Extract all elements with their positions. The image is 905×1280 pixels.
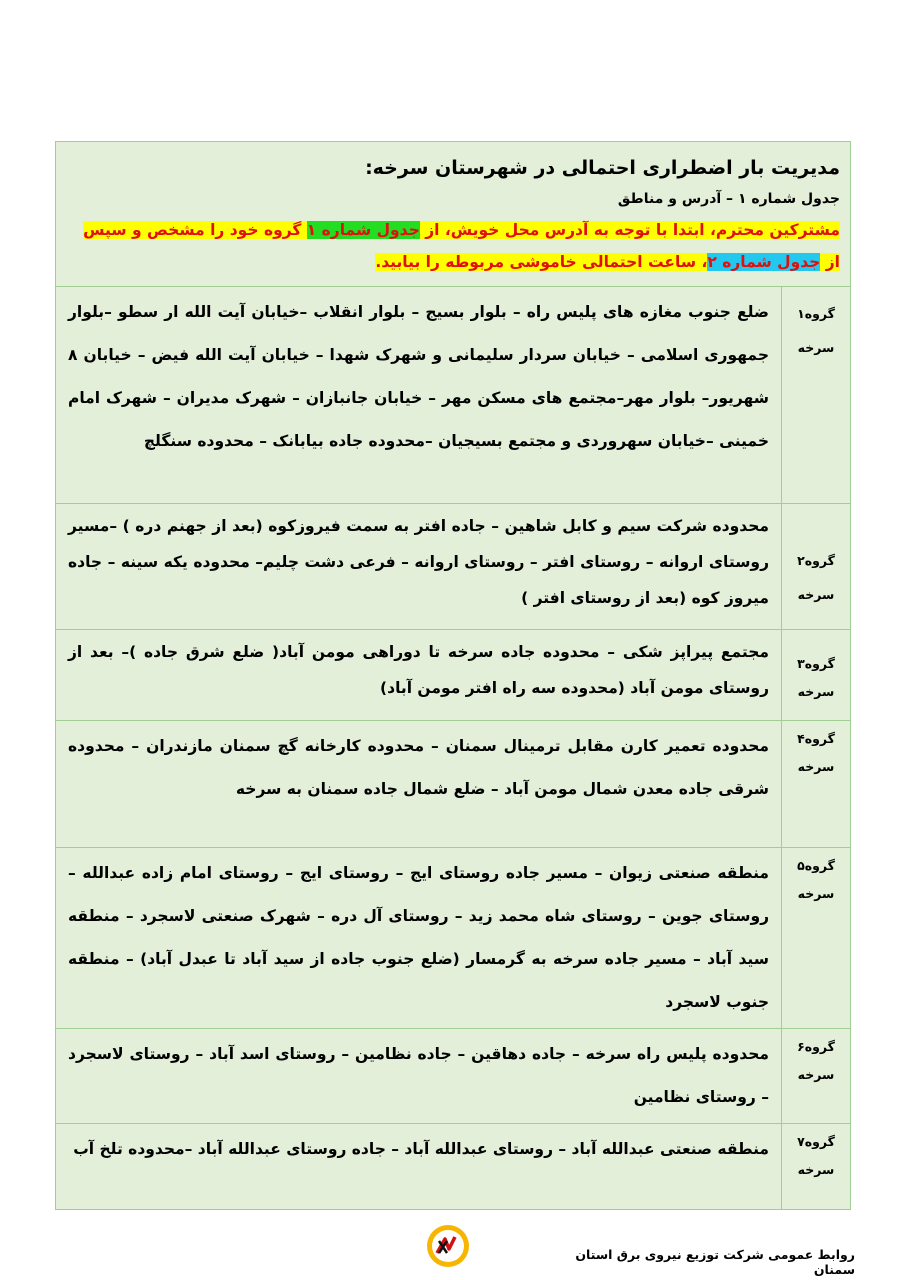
table-row (56, 287, 850, 503)
company-logo-icon (425, 1223, 471, 1269)
notice-text-1: مشترکین محترم، ابتدا با توجه به آدرس محل خویش، از (419, 221, 840, 239)
notice-text-3: ، ساعت احتمالی خاموشی مربوطه را بیابید. (375, 253, 708, 271)
group-label: گروه۶ (797, 1038, 835, 1054)
table-subtitle: جدول شماره ۱ – آدرس و مناطق (617, 191, 840, 207)
table-row (56, 1028, 850, 1123)
address-cell: محدوده شرکت سیم و کابل شاهین – جاده افتر به سمت فیروزکوه (بعد از جهنم دره ) –مسیر روستای اروانه – روستای افتر – روستای اروانه – فرعی دشت چلیم– محدوده یکه سینه – جاده میروز کوه (بعد از روستای افتر ) (56, 503, 782, 629)
group-label: گروه۴ (797, 730, 835, 746)
address-cell: مجتمع پیراپز شکی – محدوده جاده سرخه تا دوراهی مومن آباد( ضلع شرق جاده )– بعد از روستای مومن آباد (محدوده سه راه افتر مومن آباد) (56, 629, 782, 720)
group-cell (782, 1028, 851, 1123)
group-cell (782, 1123, 851, 1209)
group-label: گروه۷ (797, 1133, 835, 1149)
table-row (56, 1123, 850, 1209)
group-label: گروه۱ (797, 306, 835, 321)
group-cell (782, 287, 851, 503)
page-title: مدیریت بار اضطراری احتمالی در شهرستان سرخه: (365, 157, 840, 179)
table-row (56, 720, 850, 847)
group-cell (782, 503, 851, 629)
group-city: سرخه (797, 1161, 835, 1177)
document-table (55, 141, 851, 1210)
table-row (56, 503, 850, 629)
table-row (56, 847, 850, 1028)
address-cell: منطقه صنعتی زیوان – مسیر جاده روستای ایج – روستای ایج – روستای امام زاده عبدالله – روستای جوین – روستای شاه محمد زید – روستای آل دره – شهرک صنعتی لاسجرد – منطقه سید آباد – مسیر جاده سرخه به گرمسار (ضلع جنوب جاده از سید آباد تا عبدل آباد) – منطقه جنوب لاسجرد (56, 847, 782, 1028)
notice-table2-highlight: جدول شماره ۲ (707, 253, 821, 271)
address-cell: محدوده تعمیر کارن مقابل ترمینال سمنان – محدوده کارخانه گچ سمنان مازندران – محدوده شرقی جاده معدن شمال مومن آباد – ضلع شمال جاده سمنان به سرخه (56, 720, 782, 847)
group-cell (782, 629, 851, 720)
group-label: گروه۲ (797, 552, 835, 568)
footer-text: روابط عمومی شرکت توزیع نیروی برق استان سمنان (575, 1247, 855, 1277)
group-city: سرخه (797, 586, 835, 602)
address-cell: ضلع جنوب مغازه های پلیس راه – بلوار بسیج – بلوار انقلاب –خیابان آیت الله ار سطو –بلوار جمهوری اسلامی – خیابان سردار سلیمانی و شهرک شهدا – خیابان آیت الله فیض – خیابان ۸ شهریور– بلوار مهر–مجتمع های مسکن مهر – خیابان جانبازان – شهرک مدیران – شهرک امام خمینی –خیابان سهروردی و مجتمع بسیجیان –محدوده جاده بیابانک – محدوده سنگلچ (68, 303, 769, 450)
group-label: گروه۵ (797, 857, 835, 873)
group-label: گروه۳ (797, 655, 835, 671)
address-cell: محدوده پلیس راه سرخه – جاده دهاقین – جاده نظامین – روستای اسد آباد – روستای لاسجرد – روستای نظامین (56, 1028, 782, 1123)
group-cell (782, 720, 851, 847)
group-city: سرخه (797, 683, 835, 699)
address-cell: منطقه صنعتی عبدالله آباد – روستای عبدالله آباد – جاده روستای عبدالله آباد –محدوده تلخ آب (56, 1123, 782, 1209)
group-city: سرخه (797, 758, 835, 774)
group-city: سرخه (797, 340, 835, 355)
table-header (56, 142, 850, 287)
group-city: سرخه (797, 885, 835, 901)
notice-table1-highlight: جدول شماره ۱ (306, 221, 420, 239)
notice-text-2: گروه خود را مشخص و سپس از (83, 221, 840, 271)
group-cell (782, 847, 851, 1028)
table-row (56, 629, 850, 720)
groups-table (56, 287, 850, 1209)
group-city: سرخه (797, 1066, 835, 1082)
customer-notice (66, 214, 840, 278)
